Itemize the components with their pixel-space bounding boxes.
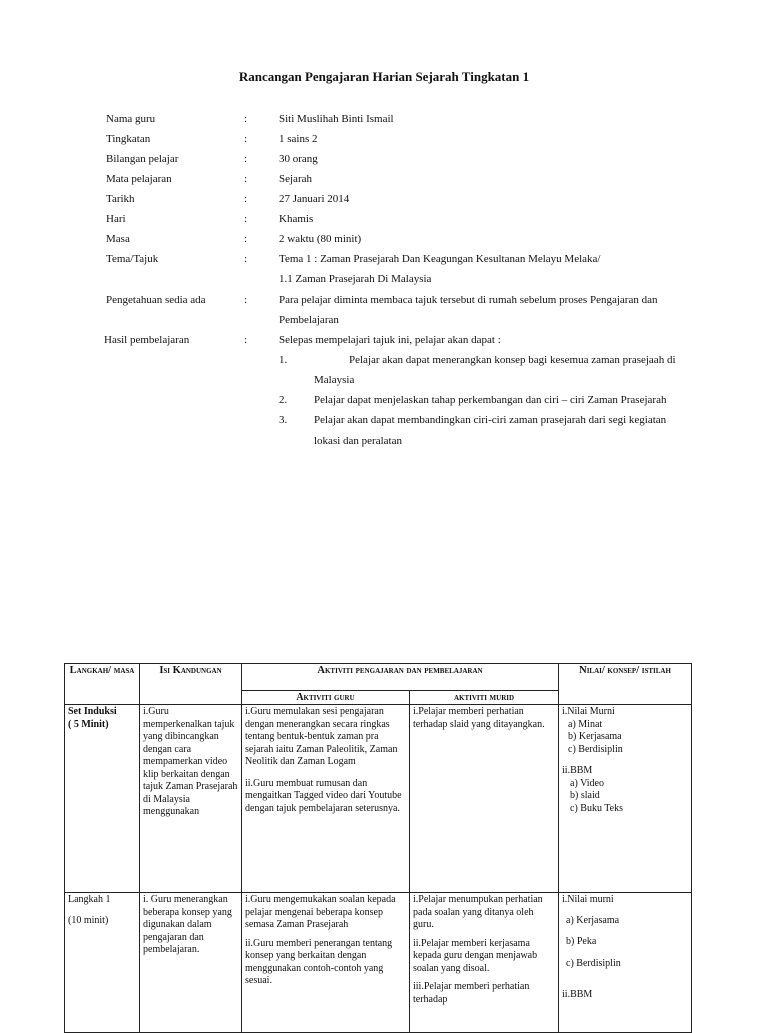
info-value: Para pelajar diminta membaca tajuk tersebut di rumah sebelum proses Pengajaran dan [279, 294, 658, 306]
lesson-table [64, 663, 692, 1033]
info-value-continued: 1.1 Zaman Prasejarah Di Malaysia [279, 273, 432, 285]
outcome-text-continued: Malaysia [314, 374, 355, 386]
info-value: Sejarah [279, 173, 312, 185]
info-row [0, 231, 768, 247]
info-row [0, 131, 768, 147]
info-colon: : [244, 213, 248, 225]
cell-aktiviti-murid [410, 705, 559, 893]
info-value-continued: Pembelajaran [279, 314, 339, 326]
header-langkah: Langkah/ masa [65, 664, 140, 705]
cell-aktiviti-guru [242, 893, 410, 1033]
info-value: Khamis [279, 213, 314, 225]
info-label: Pengetahuan sedia ada [106, 294, 206, 306]
info-value: Tema 1 : Zaman Prasejarah Dan Keagungan Kesultanan Melayu Melaka/ [279, 253, 601, 265]
info-label: Bilangan pelajar [106, 153, 179, 165]
info-colon: : [244, 193, 248, 205]
table-row [65, 705, 692, 893]
cell-aktiviti-murid [410, 893, 559, 1033]
page-title: Rancangan Pengajaran Harian Sejarah Tingkatan 1 [238, 69, 530, 84]
list-item: b) slaid [570, 790, 600, 801]
info-label: Hasil pembelajaran [104, 334, 190, 346]
murid-activity: iii.Pelajar memberi perhatian terhadap [413, 981, 530, 1005]
outcome-item [0, 392, 768, 408]
murid-activity: i.Pelajar menumpukan perhatian pada soalan yang ditanya oleh guru. [413, 894, 543, 930]
list-item: a) Minat [568, 718, 603, 730]
info-row [0, 251, 768, 267]
outcome-number: 3. [279, 414, 288, 426]
outcome-item [0, 412, 768, 428]
cell-langkah [65, 705, 140, 893]
list-item: b) Kerjasama [568, 731, 622, 742]
info-label: Tingkatan [106, 133, 151, 145]
info-row [0, 171, 768, 187]
murid-activity: ii.Pelajar memberi kerjasama kepada guru dengan menjawab soalan yang disoal. [413, 937, 538, 974]
info-label: Nama guru [106, 113, 156, 125]
header-aktiviti: Aktiviti pengajaran dan pembelajaran [242, 664, 559, 691]
outcome-text-continued: lokasi dan peralatan [314, 435, 402, 447]
header-isi-kandungan: Isi Kandungan [140, 664, 242, 705]
info-label: Hari [106, 213, 126, 225]
header-aktiviti-murid: aktiviti murid [410, 691, 559, 705]
info-row [0, 151, 768, 167]
list-item: c) Buku Teks [570, 802, 624, 814]
info-value: 1 sains 2 [279, 133, 318, 145]
list-item: a) Kerjasama [566, 914, 620, 926]
outcome-text: Pelajar akan dapat menerangkan konsep bagi kesemua zaman prasejaah di [349, 354, 676, 366]
info-row [0, 292, 768, 308]
info-row [0, 111, 768, 127]
cell-isi [140, 893, 242, 1033]
bbm-heading: ii.BBM [562, 765, 593, 776]
nilai-heading: i.Nilai murni [562, 894, 614, 905]
info-value: Siti Muslihah Binti Ismail [279, 113, 394, 125]
info-value: 30 orang [279, 153, 318, 165]
list-item: a) Video [570, 777, 604, 789]
info-colon: : [244, 173, 248, 185]
list-item: c) Berdisiplin [566, 957, 621, 969]
cell-langkah [65, 893, 140, 1033]
outcome-item [0, 372, 768, 388]
info-label: Masa [106, 233, 130, 245]
outcome-text: Pelajar akan dapat membandingkan ciri-ciri zaman prasejarah dari segi kegiatan [314, 414, 667, 426]
cell-nilai [559, 705, 692, 893]
guru-activity: i.Guru mengemukakan soalan kepada pelajar mengenai beberapa konsep semasa Zaman Prasejarah [245, 894, 396, 930]
outcome-text: Pelajar dapat menjelaskan tahap perkembangan dan ciri – ciri Zaman Prasejarah [314, 394, 667, 406]
info-label: Tarikh [106, 193, 135, 205]
header-nilai: Nilai/ konsep/ istilah [559, 664, 692, 705]
guru-activity: i.Guru memulakan sesi pengajaran dengan menerangkan secara ringkas tentang bentuk-bentuk zaman pra sejarah iaitu Zaman Paleolitik, Zaman Neolitik dan Zaman Logam [245, 706, 398, 767]
info-label: Mata pelajaran [106, 173, 172, 185]
guru-activity: ii.Guru membuat rumusan dan mengaitkan Tagged video dari Youtube dengan tajuk pembelajaran seterusnya. [245, 777, 402, 814]
info-colon: : [244, 113, 248, 125]
info-colon: : [244, 294, 248, 306]
outcome-number: 2. [279, 394, 288, 406]
list-item: b) Peka [566, 936, 597, 947]
langkah-masa: (10 minit) [68, 914, 109, 926]
info-colon: : [244, 233, 248, 245]
outcome-item [0, 433, 768, 449]
guru-activity: ii.Guru memberi penerangan tentang konsep yang berkaitan dengan menggunakan contoh-contoh yang sesuai. [245, 937, 393, 986]
outcome-item [0, 352, 768, 368]
murid-activity: i.Pelajar memberi perhatian terhadap slaid yang ditayangkan. [413, 706, 545, 730]
outcome-number: 1. [279, 354, 288, 366]
info-label: Tema/Tajuk [106, 253, 159, 265]
cell-isi [140, 705, 242, 893]
info-row [0, 312, 768, 328]
info-value: Selepas mempelajari tajuk ini, pelajar akan dapat : [279, 334, 501, 346]
info-row [0, 332, 768, 348]
info-value: 27 Januari 2014 [279, 193, 350, 205]
isi-text: i.Guru memperkenalkan tajuk yang dibincangkan dengan cara mempamerkan video klip berkaitan dengan tajuk Zaman Prasejarah di Malaysia menggunakan [143, 706, 238, 817]
info-colon: : [244, 334, 248, 346]
cell-nilai [559, 893, 692, 1033]
cell-aktiviti-guru [242, 705, 410, 893]
header-aktiviti-guru: Aktiviti guru [242, 691, 410, 705]
info-row [0, 191, 768, 207]
langkah-masa: ( 5 Minit) [68, 718, 109, 730]
langkah-name: Langkah 1 [68, 894, 111, 905]
info-colon: : [244, 153, 248, 165]
bbm-heading: ii.BBM [562, 989, 593, 1000]
nilai-heading: i.Nilai Murni [562, 706, 615, 717]
info-row [0, 271, 768, 287]
list-item: c) Berdisiplin [568, 743, 623, 755]
table-row [65, 893, 692, 1033]
info-colon: : [244, 253, 248, 265]
langkah-name: Set Induksi [68, 706, 117, 717]
info-value: 2 waktu (80 minit) [279, 233, 362, 245]
isi-text: i. Guru menerangkan beberapa konsep yang digunakan dalam pengajaran dan pembelajaran. [143, 894, 232, 955]
info-colon: : [244, 133, 248, 145]
info-row [0, 211, 768, 227]
